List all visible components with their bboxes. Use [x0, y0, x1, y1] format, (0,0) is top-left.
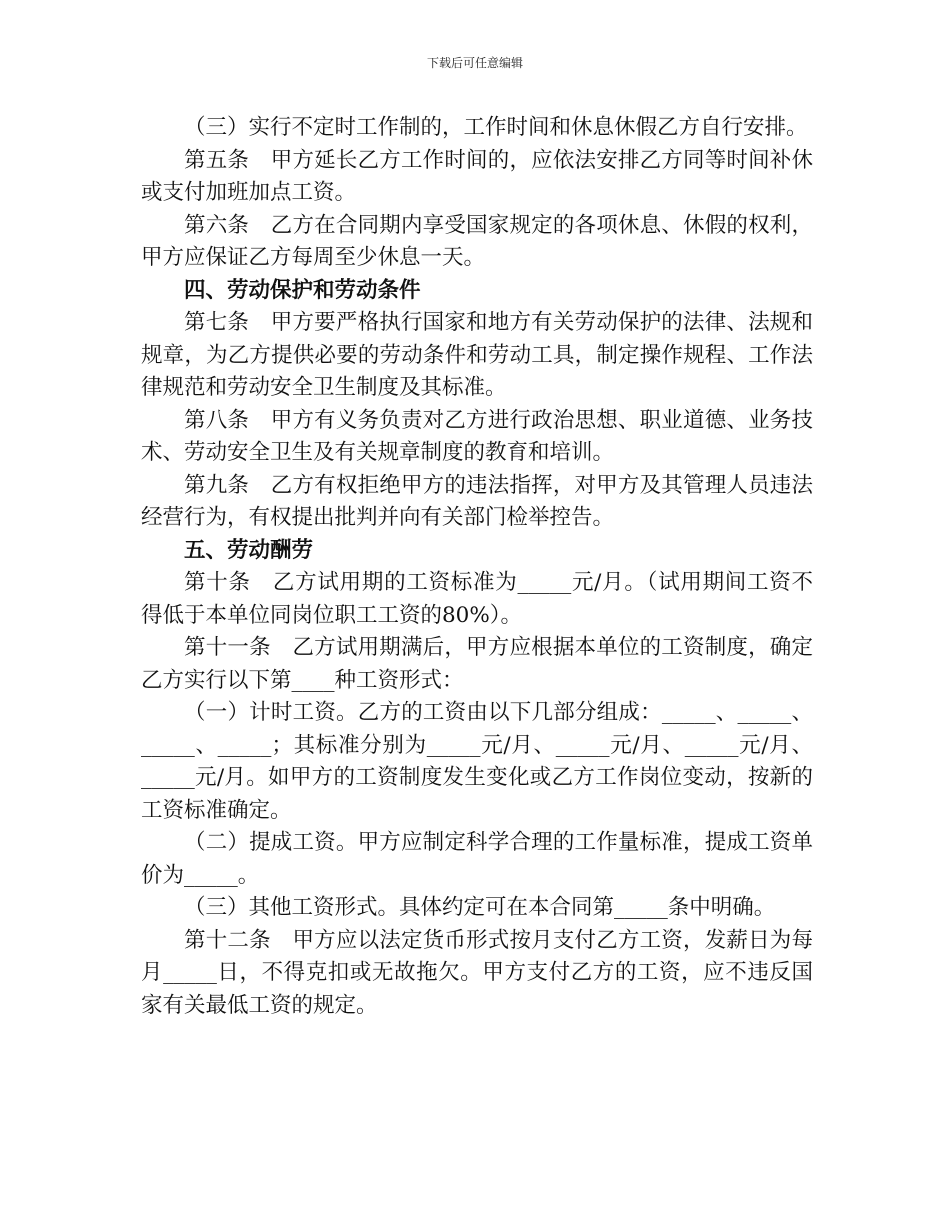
clause-other-wage: （三）其他工资形式。具体约定可在本合同第_____条中明确。	[184, 895, 776, 920]
paragraph-3-irregular-hours: （三）实行不定时工作制的，工作时间和休息休假乙方自行安排。	[184, 115, 808, 140]
clause-hourly-wage: （一）计时工资。乙方的工资由以下几部分组成：_____、_____、_____、_____；其标准分别为_____元/月、_____元/月、_____元/月、_____元/月。如甲方的工资制度发生变化或乙方工作岗位变动，按新的工资标准确定。	[141, 700, 813, 823]
article-12: 第十二条 甲方应以法定货币形式按月支付乙方工资，发薪日为每月_____日，不得克扣或无故拖欠。甲方支付乙方的工资，应不违反国家有关最低工资的规定。	[141, 927, 813, 1018]
article-11: 第十一条 乙方试用期满后，甲方应根据本单位的工资制度，确定乙方实行以下第____种工资形式：	[141, 635, 813, 693]
article-8: 第八条 甲方有义务负责对乙方进行政治思想、职业道德、业务技术、劳动安全卫生及有关规章制度的教育和培训。	[141, 407, 813, 465]
document-body	[141, 112, 813, 1022]
section-heading-remuneration: 五、劳动酬劳	[184, 537, 314, 563]
article-10: 第十条 乙方试用期的工资标准为_____元/月。（试用期间工资不得低于本单位同岗位职工工资的80%）。	[141, 570, 813, 628]
clause-commission-wage: （二）提成工资。甲方应制定科学合理的工作量标准，提成工资单价为_____。	[141, 830, 813, 888]
article-7: 第七条 甲方要严格执行国家和地方有关劳动保护的法律、法规和规章，为乙方提供必要的劳动条件和劳动工具，制定操作规程、工作法律规范和劳动安全卫生制度及其标准。	[141, 310, 813, 400]
article-9: 第九条 乙方有权拒绝甲方的违法指挥，对甲方及其管理人员违法经营行为，有权提出批判并向有关部门检举控告。	[141, 472, 813, 530]
article-6: 第六条 乙方在合同期内享受国家规定的各项休息、休假的权利，甲方应保证乙方每周至少休息一天。	[141, 212, 813, 270]
article-5: 第五条 甲方延长乙方工作时间的，应依法安排乙方同等时间补休或支付加班加点工资。	[141, 147, 813, 205]
page-header: 下载后可任意编辑	[426, 56, 523, 70]
section-heading-labor-protection: 四、劳动保护和劳动条件	[184, 277, 421, 303]
